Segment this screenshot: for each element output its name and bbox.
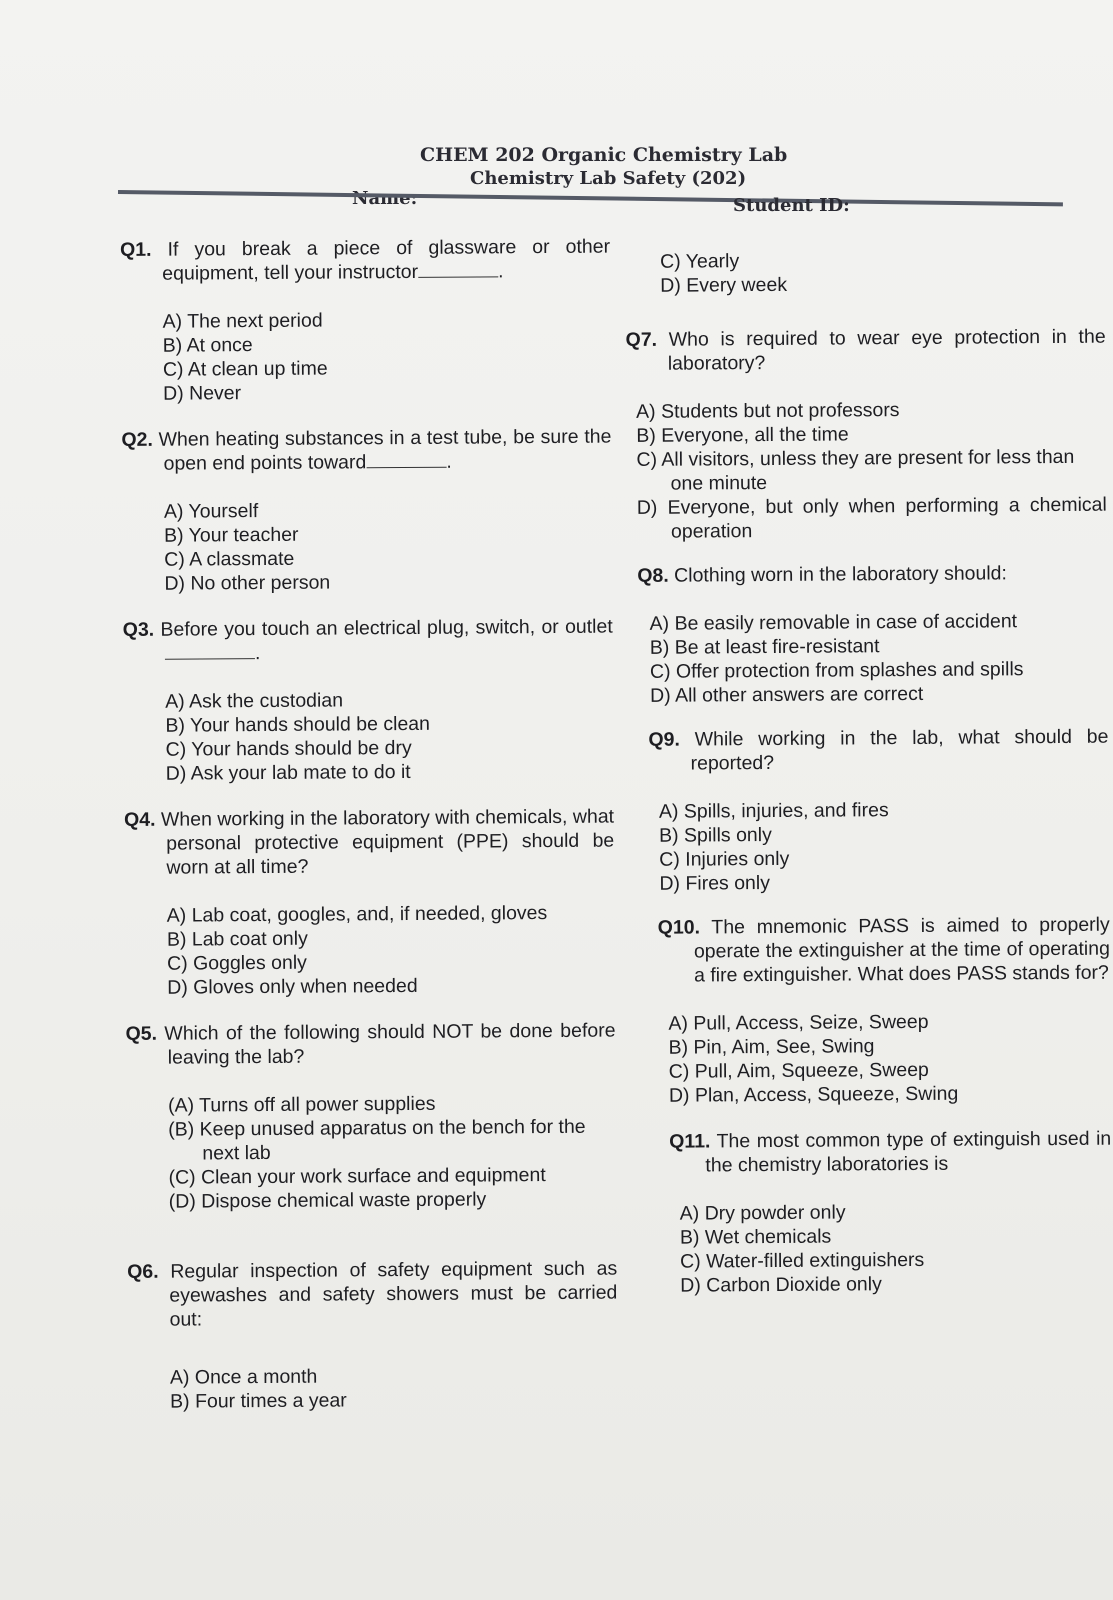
option-b: (B) Keep unused apparatus on the bench for the next lab <box>168 1115 586 1165</box>
option-b: B) Everyone, all the time <box>636 423 849 447</box>
option-a: A) Yourself <box>163 500 259 523</box>
question-number: Q9. <box>648 728 680 751</box>
option-b: B) Your hands should be clean <box>165 712 431 737</box>
question-text: While working in the lab, what should be reported? <box>690 725 1109 775</box>
option-list <box>670 1199 1113 1298</box>
question-7 <box>626 325 1107 544</box>
option-a: A) Dry powder only <box>679 1201 846 1225</box>
option-d: D) Never <box>163 382 242 405</box>
option-b: B) Four times a year <box>170 1389 347 1413</box>
option-c: C) A classmate <box>164 547 295 571</box>
option-d: D) Fires only <box>659 872 771 895</box>
question-text: The mnemonic PASS is aimed to properly operate the extinguisher at the time of operating a fire extinguisher. What does PASS stands for? <box>693 913 1110 987</box>
option-c: C) At clean up time <box>162 357 328 381</box>
option-d: D) Ask your lab mate to do it <box>165 760 411 785</box>
option-a: A) Lab coat, googles, and, if needed, gloves <box>166 902 548 927</box>
left-column <box>120 235 618 1432</box>
answer-blank <box>366 451 446 469</box>
option-c: C) Injuries only <box>659 847 790 871</box>
question-text: If you break a piece of glassware or other equipment, tell your instructor <box>162 235 611 285</box>
option-a: A) Once a month <box>169 1365 318 1389</box>
question-text: Clothing worn in the laboratory should: <box>674 562 1007 587</box>
option-c: C) Your hands should be dry <box>165 736 412 761</box>
course-title: CHEM 202 Organic Chemistry Lab <box>420 144 788 166</box>
question-6 <box>127 1257 618 1414</box>
option-d: D) No other person <box>164 571 331 595</box>
option-d: D) Every week <box>660 273 788 297</box>
option-b: B) At once <box>162 334 253 357</box>
student-id-field-label: Student ID: <box>733 195 850 216</box>
question-4 <box>124 805 615 1000</box>
answer-blank <box>165 642 255 660</box>
option-a: A) Ask the custodian <box>165 689 344 713</box>
option-d: D) Everyone, but only when performing a chemical operation <box>636 493 1107 543</box>
question-number: Q2. <box>121 428 153 451</box>
option-c: C) Goggles only <box>166 951 307 975</box>
question-number: Q7. <box>625 328 658 351</box>
option-list <box>123 687 614 786</box>
option-a: A) The next period <box>162 309 323 333</box>
right-column <box>625 247 1112 1316</box>
option-a: A) Spills, injuries, and fires <box>658 799 889 823</box>
option-a: A) Students but not professors <box>636 399 900 423</box>
option-a: (A) Turns off all power supplies <box>167 1092 436 1117</box>
option-b: B) Your teacher <box>164 523 299 547</box>
header-rule <box>118 190 1063 206</box>
q6-continued-options <box>625 247 1105 298</box>
question-9 <box>628 725 1109 896</box>
option-b: B) Pin, Aim, See, Swing <box>668 1035 875 1059</box>
question-text: When working in the laboratory with chemicals, what personal protective equipment (PPE) should be worn at all time? <box>160 805 615 879</box>
option-d: (D) Dispose chemical waste properly <box>168 1188 487 1213</box>
question-text: Who is required to wear eye protection in the laboratory? <box>667 325 1106 375</box>
option-d: D) All other answers are correct <box>650 682 924 707</box>
option-c: C) Yearly <box>660 250 740 273</box>
question-3: Q3. Before you touch an electrical plug, switch, or outlet . A) Ask the custodian B) Your hands should be clean C) Your hands should be dry D) Ask your lab mate to do it <box>122 615 613 785</box>
question-8 <box>627 561 1108 708</box>
question-2: Q2. When heating substances in a test tube, be sure the open end points toward . A) Yourself B) Your teacher C) A classmate D) No other person <box>121 425 612 595</box>
question-1: Q1. If you break a piece of glassware or other equipment, tell your instructor . A) The next period B) At once C) At clean up time D) Never <box>120 235 611 405</box>
option-a: A) Be easily removable in case of accident <box>649 610 1018 635</box>
option-c: C) All visitors, unless they are present for less than one minute <box>636 445 1075 495</box>
option-list <box>626 397 1107 544</box>
question-number: Q10. <box>657 916 701 939</box>
option-list <box>658 1009 1111 1108</box>
option-c: C) Pull, Aim, Squeeze, Sweep <box>668 1058 929 1083</box>
worksheet-subtitle: Chemistry Lab Safety (202) <box>470 168 747 189</box>
option-a: A) Pull, Access, Seize, Sweep <box>668 1010 929 1035</box>
option-list <box>649 797 1110 896</box>
question-11 <box>631 1127 1112 1298</box>
question-text: Which of the following should NOT be done before leaving the lab? <box>164 1019 616 1069</box>
question-text: Regular inspection of safety equipment such as eyewashes and safety showers must be carried out: <box>169 1257 618 1331</box>
question-number: Q8. <box>637 564 669 587</box>
option-list <box>628 609 1109 708</box>
question-number: Q1. <box>120 238 152 261</box>
option-list <box>121 307 612 406</box>
question-text: Before you touch an electrical plug, switch, or outlet <box>160 615 613 641</box>
question-text: The most common type of extinguish used in the chemistry laboratories is <box>705 1127 1112 1177</box>
question-number: Q5. <box>125 1022 158 1045</box>
option-d: D) Carbon Dioxide only <box>680 1273 882 1297</box>
option-c: (C) Clean your work surface and equipment <box>168 1164 546 1189</box>
question-10 <box>630 913 1111 1108</box>
answer-blank <box>418 260 498 278</box>
name-field-label: Name: <box>352 188 418 209</box>
option-b: B) Spills only <box>659 823 772 847</box>
option-c: C) Offer protection from splashes and spills <box>649 658 1024 683</box>
option-b: B) Be at least fire-resistant <box>649 635 880 659</box>
option-b: B) Lab coat only <box>166 927 308 951</box>
option-list <box>122 497 613 596</box>
question-number: Q3. <box>122 618 155 641</box>
option-d: D) Gloves only when needed <box>167 974 418 999</box>
option-b: B) Wet chemicals <box>679 1225 832 1249</box>
option-list <box>128 1363 618 1414</box>
question-number: Q6. <box>127 1260 159 1283</box>
option-list <box>125 901 616 1000</box>
option-d: D) Plan, Access, Squeeze, Swing <box>668 1082 959 1107</box>
question-number: Q4. <box>123 808 156 831</box>
question-number: Q11. <box>669 1130 711 1153</box>
question-5 <box>125 1019 616 1214</box>
question-text: When heating substances in a test tube, be sure the open end points toward <box>158 425 612 475</box>
option-c: C) Water-filled extinguishers <box>679 1248 925 1273</box>
option-list <box>126 1091 617 1214</box>
